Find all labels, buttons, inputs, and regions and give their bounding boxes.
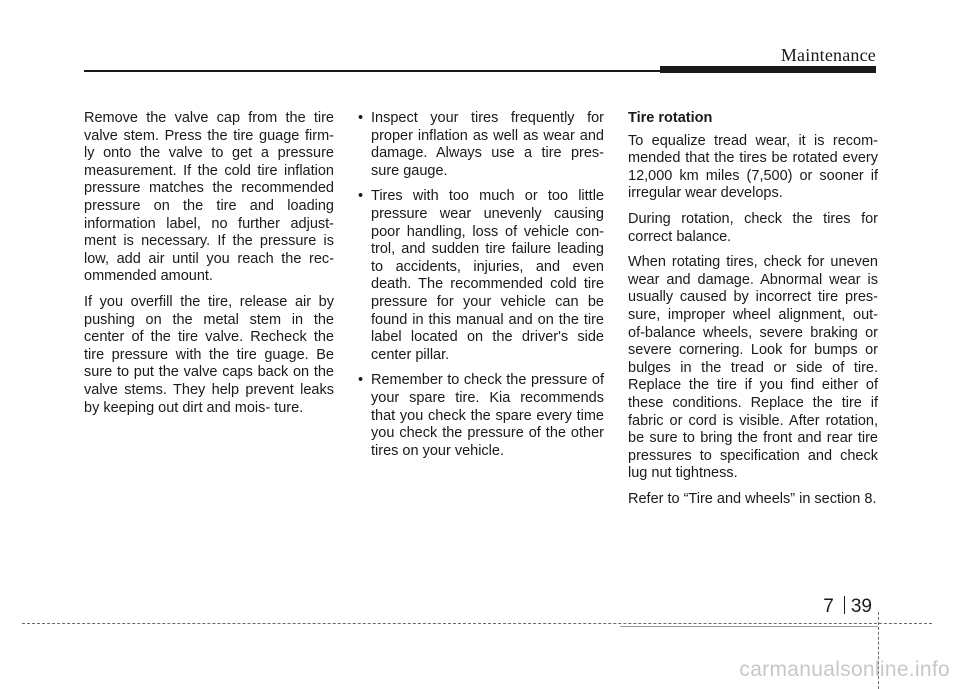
section-header-title: Maintenance [780,45,876,65]
paragraph: To equalize tread wear, it is recom- mended that the tires be rotated every 12,000 km miles (7,500) or sooner if irregular wear develops. [628,132,878,202]
column-middle [356,110,604,468]
footer-dashed-rule [22,623,932,624]
column-left [84,110,334,425]
paragraph: Refer to “Tire and wheels” in section 8. [628,490,877,507]
paragraph: Remove the valve cap from the tire valve stem. Press the tire guage firm- ly onto the valve to get a pressure measurement. If the cold tire inflation pressure matches the recommended pressure on the tire and loading information label, no further adjust- ment is necessary. If the pressure is low, add air until you reach the rec- ommended amount. [84,110,334,285]
header-rule-thick [660,66,876,73]
paragraph: If you overfill the tire, release air by pushing on the metal stem in the center of the tire valve. Recheck the tire pressure with the tire guage. Be sure to put the valve caps back on the valve stems. They help prevent leaks by keeping out dirt and mois- ture. [84,293,334,416]
watermark: carmanualsonline.info [739,658,950,681]
column-right [628,110,878,516]
bullet-icon: • [358,372,364,389]
bullet-item: • Inspect your tires frequently for proper inflation as well as wear and damage. Always use a tire pres- sure gauge. [358,110,604,179]
header-rule [84,70,660,72]
footer-rule [620,626,878,627]
paragraph: During rotation, check the tires for correct balance. [628,210,878,245]
chapter-number: 7 [823,596,834,617]
bullet-list [356,110,604,460]
paragraph: When rotating tires, check for uneven wear and damage. Abnormal wear is usually caused by incorrect tire pres- sure, improper wheel alignment, out- of-balance wheels, severe braking or severe cornering. Look for bumps or bulges in the tread or side of tire. Replace the tire if you find either of these conditions. Replace the tire if fabric or cord is visible. After rotation, be sure to bring the front and rear tire pressures to specification and check lug nut tightness. [628,254,878,482]
page-number-value: 39 [850,596,872,617]
page-number [823,596,872,618]
section-heading: Tire rotation [628,110,713,126]
bullet-item: • Tires with too much or too little pressure wear unevenly causing poor handling, loss of vehicle con- trol, and sudden tire failure leading to accidents, injuries, and even death. The recommended cold tire pressure for your vehicle can be found in this manual and on the tire label located on the driver's side center pillar. [358,188,604,363]
bullet-item: • Remember to check the pressure of your spare tire. Kia recommends that you check the spare every time you check the pressure of the other tires on your vehicle. [358,372,604,459]
page-number-separator [844,596,845,614]
bullet-icon: • [358,188,364,205]
bullet-icon: • [358,110,364,126]
